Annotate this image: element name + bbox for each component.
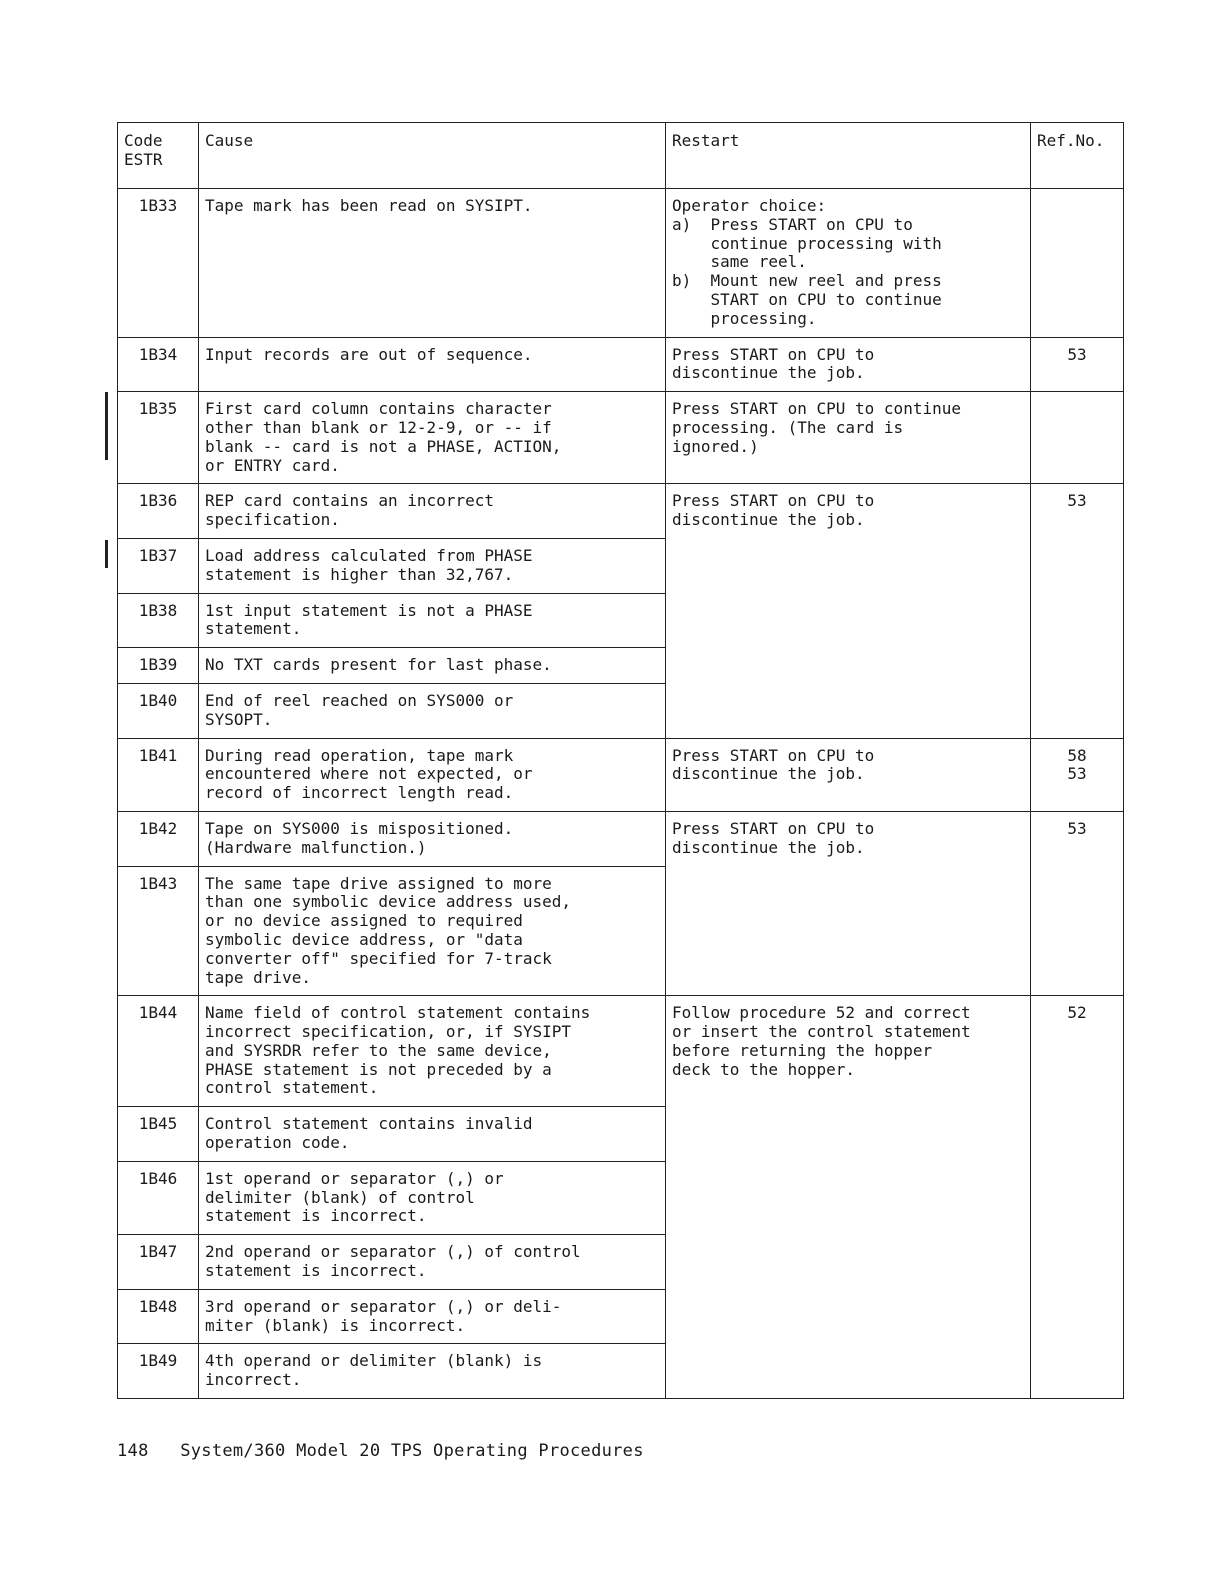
row-restart: Press START on CPU to discontinue the job. <box>666 811 1031 995</box>
row-cause: Input records are out of sequence. <box>199 337 666 392</box>
row-code: 1B34 <box>118 337 199 392</box>
row-cause: Tape mark has been read on SYSIPT. <box>199 189 666 338</box>
row-restart: Press START on CPU to continue processing. (The card is ignored.) <box>666 392 1031 484</box>
header-ref-no: Ref.No. <box>1031 123 1124 189</box>
row-restart: Press START on CPU to discontinue the job. <box>666 337 1031 392</box>
table-row <box>118 189 1124 338</box>
row-cause: 1st operand or separator (,) or delimiter (blank) of control statement is incorrect. <box>199 1161 666 1234</box>
row-cause: First card column contains character other than blank or 12-2-9, or -- if blank -- card is not a PHASE, ACTION, or ENTRY card. <box>199 392 666 484</box>
row-cause: REP card contains an incorrect specification. <box>199 484 666 539</box>
row-cause: End of reel reached on SYS000 or SYSOPT. <box>199 683 666 738</box>
table-header-row <box>118 123 1124 189</box>
revision-bar <box>105 392 108 460</box>
row-code: 1B48 <box>118 1289 199 1344</box>
row-code: 1B33 <box>118 189 199 338</box>
row-cause: Name field of control statement contains incorrect specification, or, if SYSIPT and SYSRDR refer to the same device, PHASE statement is not preceded by a control statement. <box>199 996 666 1107</box>
row-ref: 53 <box>1031 484 1124 738</box>
row-ref: 58 53 <box>1031 738 1124 811</box>
table-row <box>118 392 1124 484</box>
row-cause: 4th operand or delimiter (blank) is incorrect. <box>199 1344 666 1399</box>
table-row <box>118 484 1124 539</box>
row-cause: Control statement contains invalid operation code. <box>199 1107 666 1162</box>
row-restart: Operator choice: a) Press START on CPU to continue processing with same reel. b) Mount new reel and press START on CPU to continue processing. <box>666 189 1031 338</box>
row-ref <box>1031 189 1124 338</box>
row-restart: Press START on CPU to discontinue the job. <box>666 484 1031 738</box>
error-code-table <box>117 122 1124 1399</box>
table-row <box>118 811 1124 866</box>
row-code: 1B46 <box>118 1161 199 1234</box>
row-code: 1B45 <box>118 1107 199 1162</box>
footer-title: System/360 Model 20 TPS Operating Procedures <box>180 1441 644 1461</box>
row-code: 1B49 <box>118 1344 199 1399</box>
header-cause: Cause <box>199 123 666 189</box>
row-code: 1B36 <box>118 484 199 539</box>
table-row <box>118 738 1124 811</box>
row-code: 1B44 <box>118 996 199 1107</box>
row-code: 1B43 <box>118 866 199 996</box>
row-ref: 53 <box>1031 337 1124 392</box>
row-ref <box>1031 392 1124 484</box>
page-footer <box>117 1441 644 1461</box>
row-cause: 2nd operand or separator (,) of control statement is incorrect. <box>199 1235 666 1290</box>
row-code: 1B40 <box>118 683 199 738</box>
header-restart: Restart <box>666 123 1031 189</box>
header-code-estr: Code ESTR <box>118 123 199 189</box>
row-code: 1B38 <box>118 593 199 648</box>
table-row <box>118 996 1124 1107</box>
row-code: 1B42 <box>118 811 199 866</box>
row-code: 1B39 <box>118 648 199 684</box>
row-cause: Tape on SYS000 is mispositioned. (Hardware malfunction.) <box>199 811 666 866</box>
row-cause: The same tape drive assigned to more than one symbolic device address used, or no device assigned to required symbolic device address, or "data converter off" specified for 7-track tape drive. <box>199 866 666 996</box>
row-restart: Follow procedure 52 and correct or insert the control statement before returning the hopper deck to the hopper. <box>666 996 1031 1399</box>
row-code: 1B37 <box>118 538 199 593</box>
row-cause: Load address calculated from PHASE statement is higher than 32,767. <box>199 538 666 593</box>
row-ref: 53 <box>1031 811 1124 995</box>
row-cause: 1st input statement is not a PHASE statement. <box>199 593 666 648</box>
page-number: 148 <box>117 1441 149 1461</box>
row-code: 1B35 <box>118 392 199 484</box>
row-restart: Press START on CPU to discontinue the job. <box>666 738 1031 811</box>
row-cause: 3rd operand or separator (,) or deli- miter (blank) is incorrect. <box>199 1289 666 1344</box>
row-code: 1B47 <box>118 1235 199 1290</box>
row-cause: During read operation, tape mark encountered where not expected, or record of incorrect length read. <box>199 738 666 811</box>
table-row <box>118 337 1124 392</box>
row-cause: No TXT cards present for last phase. <box>199 648 666 684</box>
row-code: 1B41 <box>118 738 199 811</box>
revision-bar <box>105 540 108 568</box>
row-ref: 52 <box>1031 996 1124 1399</box>
